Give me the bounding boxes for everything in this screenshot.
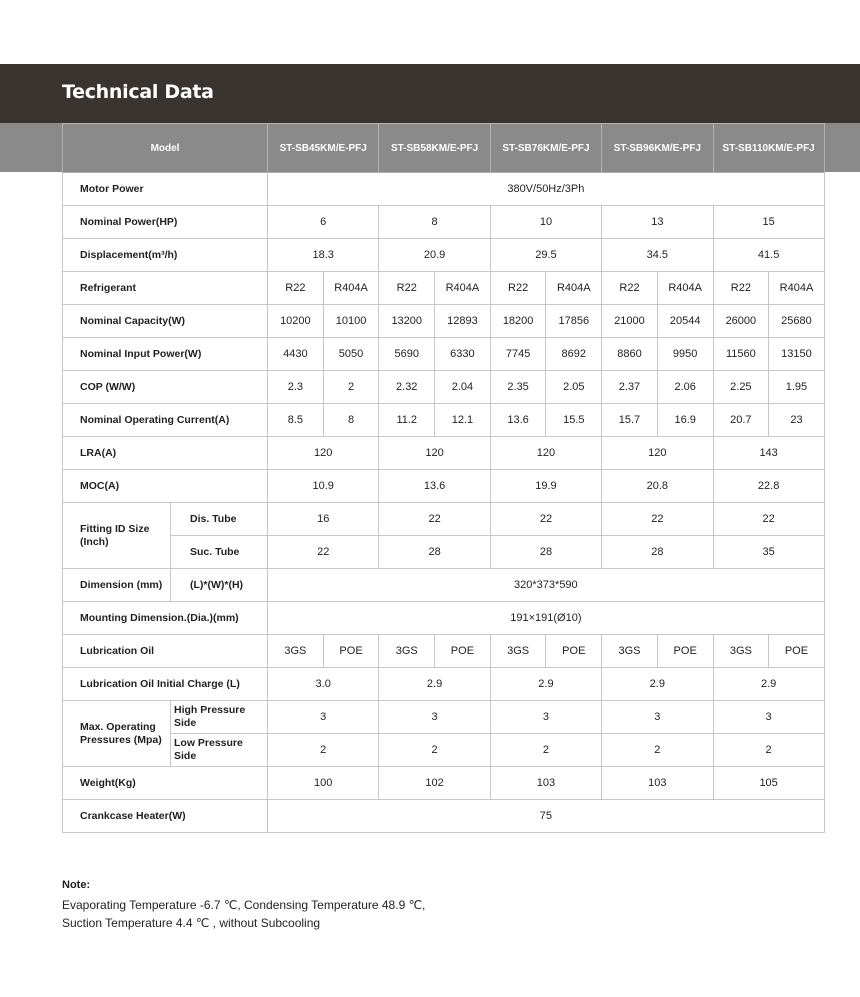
fitting-dis-row (63, 503, 825, 536)
table-cell: 11560 (713, 338, 769, 371)
table-cell: 105 (713, 767, 824, 800)
table-cell: POE (657, 635, 713, 668)
table-cell: 8 (323, 404, 379, 437)
table-cell: 120 (602, 437, 713, 470)
table-cell: 3GS (490, 635, 546, 668)
fitting-suc-row (63, 536, 825, 569)
nominal-power-row (63, 206, 825, 239)
refrigerant-row (63, 272, 825, 305)
table-cell: 22 (490, 503, 601, 536)
table-cell: 1.95 (769, 371, 825, 404)
table-cell: 100 (268, 767, 379, 800)
table-cell: 16 (268, 503, 379, 536)
model-header-row (63, 124, 825, 173)
pressure-label-line1: Max. Operating (80, 720, 156, 733)
table-cell: 10100 (323, 305, 379, 338)
table-cell: R22 (490, 272, 546, 305)
page-title: Technical Data (62, 81, 214, 103)
table-cell: 9950 (657, 338, 713, 371)
fitting-label-line1: Fitting ID Size (80, 522, 150, 535)
low-pressure-row (63, 734, 825, 767)
table-cell: POE (435, 635, 491, 668)
oil-charge-row (63, 668, 825, 701)
table-cell: 7745 (490, 338, 546, 371)
note-title: Note: (62, 879, 91, 891)
table-cell: 3GS (379, 635, 435, 668)
table-cell: 3GS (713, 635, 769, 668)
table-cell: 15 (713, 206, 824, 239)
model-header: ST-SB45KM/E-PFJ (268, 124, 379, 173)
table-cell: 120 (490, 437, 601, 470)
displacement-row (63, 239, 825, 272)
table-cell: 6330 (435, 338, 491, 371)
row-label: Mounting Dimension.(Dia.)(mm) (63, 602, 268, 635)
table-cell: 10200 (268, 305, 324, 338)
model-header: ST-SB110KM/E-PFJ (713, 124, 824, 173)
table-cell: 20544 (657, 305, 713, 338)
row-label: Crankcase Heater(W) (63, 800, 268, 833)
table-cell: 2 (490, 734, 601, 767)
table-cell: 3 (268, 701, 379, 734)
model-header: ST-SB76KM/E-PFJ (490, 124, 601, 173)
sub-label: High Pressure Side (171, 701, 268, 734)
table-cell: 3GS (268, 635, 324, 668)
table-cell: 2.9 (490, 668, 601, 701)
nominal-input-power-row (63, 338, 825, 371)
table-cell: 12.1 (435, 404, 491, 437)
table-cell: R404A (657, 272, 713, 305)
row-label: Motor Power (63, 173, 268, 206)
table-cell: 103 (602, 767, 713, 800)
table-cell: R22 (602, 272, 658, 305)
table-cell: R404A (769, 272, 825, 305)
table-cell: 17856 (546, 305, 602, 338)
lubrication-oil-row (63, 635, 825, 668)
table-cell: R404A (546, 272, 602, 305)
table-cell: 13.6 (379, 470, 490, 503)
table-cell: 8692 (546, 338, 602, 371)
table-cell: 22 (602, 503, 713, 536)
table-cell: 3.0 (268, 668, 379, 701)
table-cell: 10 (490, 206, 601, 239)
table-cell: 2 (713, 734, 824, 767)
sub-label: Suc. Tube (171, 536, 268, 569)
row-label: Displacement(m³/h) (63, 239, 268, 272)
table-cell: 3GS (602, 635, 658, 668)
table-cell: 12893 (435, 305, 491, 338)
row-label: Refrigerant (63, 272, 268, 305)
table-cell: 10.9 (268, 470, 379, 503)
dimension-row (63, 569, 825, 602)
table-cell: 143 (713, 437, 824, 470)
table-cell: 2.37 (602, 371, 658, 404)
table-cell: 15.5 (546, 404, 602, 437)
table-cell: 102 (379, 767, 490, 800)
table-cell: 5050 (323, 338, 379, 371)
row-label: Nominal Power(HP) (63, 206, 268, 239)
table-cell: 103 (490, 767, 601, 800)
table-cell: 21000 (602, 305, 658, 338)
table-cell: 2.05 (546, 371, 602, 404)
table-cell: R404A (435, 272, 491, 305)
table-cell: 18.3 (268, 239, 379, 272)
table-cell: 2.06 (657, 371, 713, 404)
table-cell: 8.5 (268, 404, 324, 437)
model-header: ST-SB58KM/E-PFJ (379, 124, 490, 173)
table-cell: 2.9 (713, 668, 824, 701)
table-cell: POE (769, 635, 825, 668)
table-cell: 16.9 (657, 404, 713, 437)
table-cell: 28 (602, 536, 713, 569)
table-cell: 8860 (602, 338, 658, 371)
table-cell: 29.5 (490, 239, 601, 272)
table-cell: 320*373*590 (268, 569, 825, 602)
table-cell: 13.6 (490, 404, 546, 437)
table-cell: 15.7 (602, 404, 658, 437)
table-cell: 2.9 (379, 668, 490, 701)
table-cell: 35 (713, 536, 824, 569)
table-cell: 28 (379, 536, 490, 569)
table-cell: 26000 (713, 305, 769, 338)
pressure-label-line2: Pressures (Mpa) (80, 733, 162, 746)
table-cell: 5690 (379, 338, 435, 371)
table-cell: 2 (268, 734, 379, 767)
table-cell: 11.2 (379, 404, 435, 437)
table-cell: 3 (379, 701, 490, 734)
nominal-capacity-row (63, 305, 825, 338)
moc-row (63, 470, 825, 503)
table-cell: 120 (379, 437, 490, 470)
table-cell: 3 (713, 701, 824, 734)
table-cell: 2.04 (435, 371, 491, 404)
table-cell: R22 (713, 272, 769, 305)
row-label: MOC(A) (63, 470, 268, 503)
table-cell: 19.9 (490, 470, 601, 503)
table-cell: 2.3 (268, 371, 324, 404)
table-cell: 75 (268, 800, 825, 833)
sub-label: Low Pressure Side (171, 734, 268, 767)
table-cell: 6 (268, 206, 379, 239)
nominal-operating-current-row (63, 404, 825, 437)
table-cell: 2 (379, 734, 490, 767)
table-cell: 8 (379, 206, 490, 239)
weight-row (63, 767, 825, 800)
table-cell: 2 (602, 734, 713, 767)
table-cell: 22 (713, 503, 824, 536)
table-cell: 22.8 (713, 470, 824, 503)
note-line: Evaporating Temperature -6.7 ℃, Condensing Temperature 48.9 ℃, (62, 898, 426, 912)
row-label: Dimension (mm) (63, 569, 171, 602)
cop-row (63, 371, 825, 404)
row-label: COP (W/W) (63, 371, 268, 404)
table-cell: 22 (379, 503, 490, 536)
table-cell: 191×191(Ø10) (268, 602, 825, 635)
row-label: Nominal Input Power(W) (63, 338, 268, 371)
table-cell: R22 (379, 272, 435, 305)
table-cell: 2 (323, 371, 379, 404)
row-label: Lubrication Oil Initial Charge (L) (63, 668, 268, 701)
table-cell: 25680 (769, 305, 825, 338)
table-cell: R22 (268, 272, 324, 305)
table-cell: R404A (323, 272, 379, 305)
row-label: Nominal Operating Current(A) (63, 404, 268, 437)
table-cell: 3 (490, 701, 601, 734)
sub-label: (L)*(W)*(H) (171, 569, 268, 602)
row-label: Nominal Capacity(W) (63, 305, 268, 338)
table-cell: 34.5 (602, 239, 713, 272)
sub-label: Dis. Tube (171, 503, 268, 536)
model-header: ST-SB96KM/E-PFJ (602, 124, 713, 173)
table-cell: 13 (602, 206, 713, 239)
table-cell: 20.8 (602, 470, 713, 503)
table-cell: 22 (268, 536, 379, 569)
note-line: Suction Temperature 4.4 ℃ , without Subcooling (62, 916, 321, 930)
table-cell: 4430 (268, 338, 324, 371)
table-cell: 2.9 (602, 668, 713, 701)
model-header-label: Model (63, 124, 268, 173)
mounting-row (63, 602, 825, 635)
technical-data-table (62, 123, 825, 833)
table-cell: 2.32 (379, 371, 435, 404)
table-cell: 2.25 (713, 371, 769, 404)
table-cell: 18200 (490, 305, 546, 338)
table-cell: 23 (769, 404, 825, 437)
row-label: Weight(Kg) (63, 767, 268, 800)
crankcase-heater-row (63, 800, 825, 833)
table-cell: 380V/50Hz/3Ph (268, 173, 825, 206)
table-cell: 3 (602, 701, 713, 734)
row-label: LRA(A) (63, 437, 268, 470)
table-cell: 120 (268, 437, 379, 470)
row-label: Lubrication Oil (63, 635, 268, 668)
table-cell: 28 (490, 536, 601, 569)
row-label (63, 503, 171, 569)
table-cell: 13200 (379, 305, 435, 338)
table-cell: 13150 (769, 338, 825, 371)
table-cell: POE (546, 635, 602, 668)
motor-power-row (63, 173, 825, 206)
table-cell: 2.35 (490, 371, 546, 404)
fitting-label-line2: (Inch) (80, 535, 109, 548)
table-cell: 41.5 (713, 239, 824, 272)
lra-row (63, 437, 825, 470)
table-cell: POE (323, 635, 379, 668)
row-label (63, 701, 171, 767)
table-cell: 20.7 (713, 404, 769, 437)
high-pressure-row (63, 701, 825, 734)
table-cell: 20.9 (379, 239, 490, 272)
